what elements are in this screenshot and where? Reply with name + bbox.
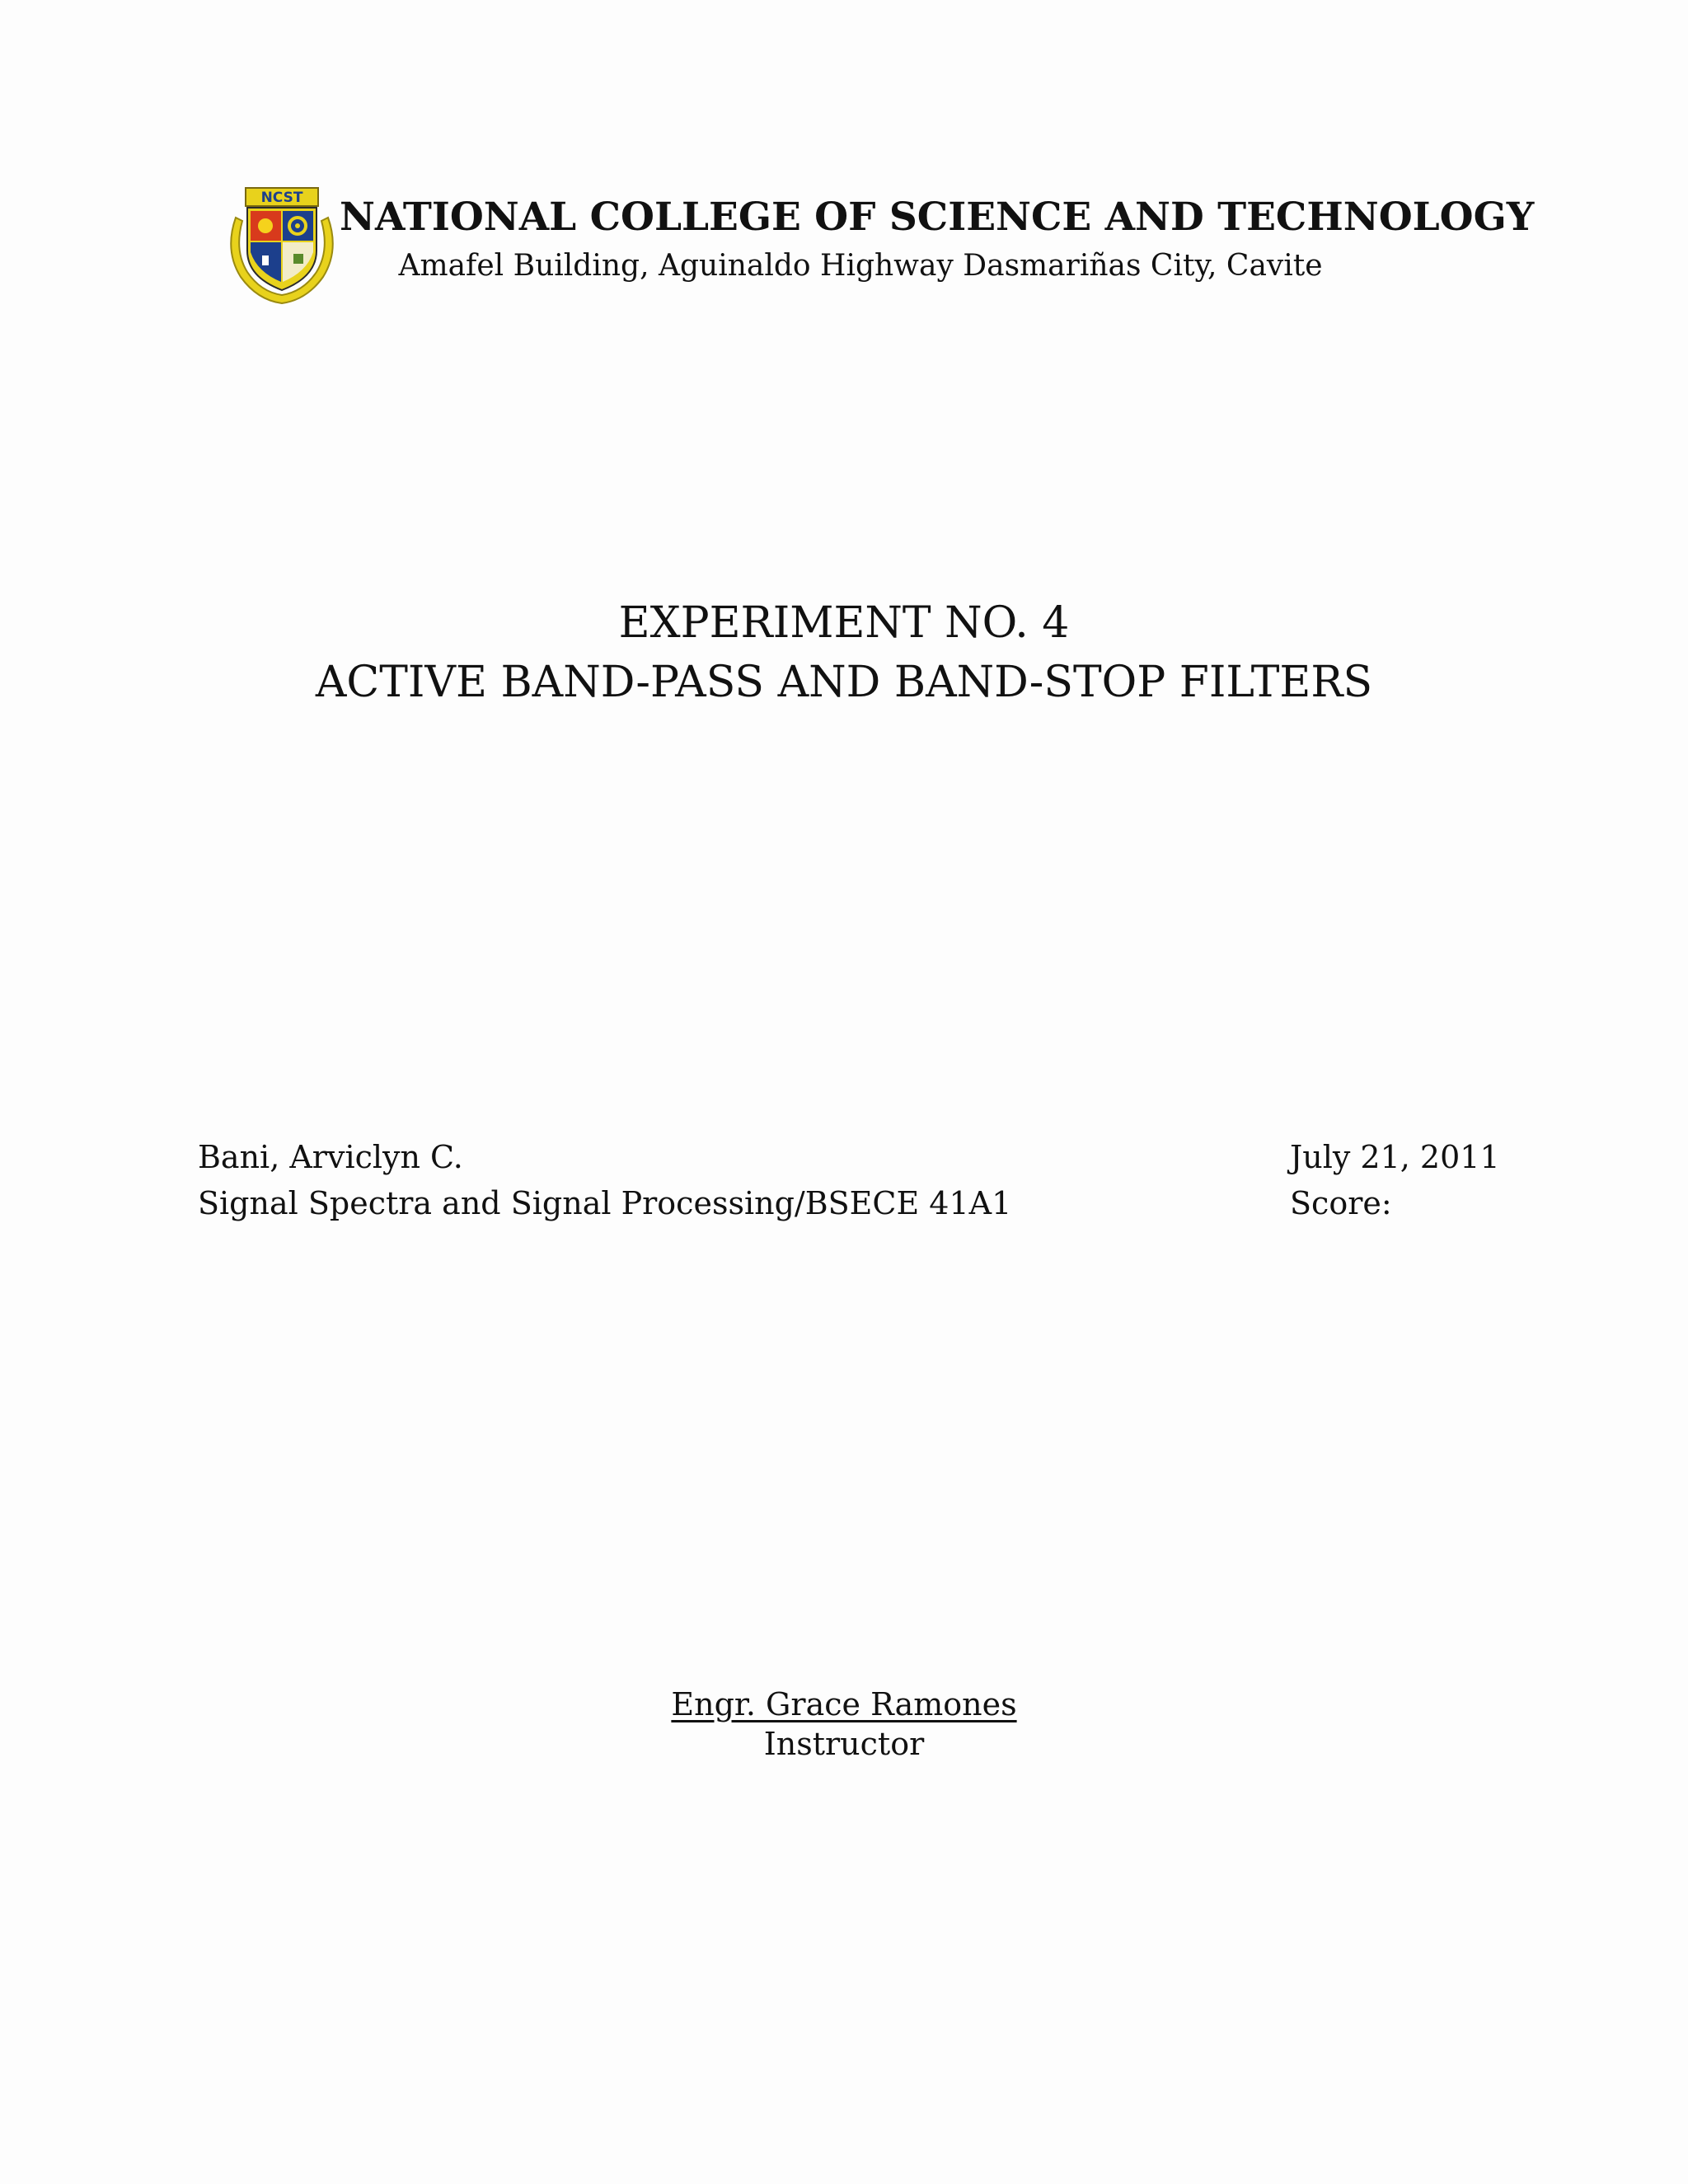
- score-label: Score:: [1290, 1185, 1392, 1221]
- submission-info: [1290, 1134, 1500, 1226]
- instructor-name: Engr. Grace Ramones: [671, 1686, 1017, 1722]
- course-section: Signal Spectra and Signal Processing/BSECE 41A1: [198, 1185, 1012, 1221]
- instructor-role: Instructor: [763, 1726, 925, 1762]
- experiment-name: ACTIVE BAND-PASS AND BAND-STOP FILTERS: [315, 658, 1373, 707]
- experiment-title: [0, 593, 1688, 712]
- student-name: Bani, Arviclyn C.: [198, 1139, 463, 1175]
- submission-date: July 21, 2011: [1290, 1139, 1500, 1175]
- ncst-logo: [224, 185, 340, 305]
- experiment-number: EXPERIMENT NO. 4: [618, 598, 1070, 648]
- institution-address: Amafel Building, Aguinaldo Highway Dasmariñas City, Cavite: [398, 249, 1323, 283]
- svg-text:NCST: NCST: [260, 190, 303, 206]
- instructor-block: [0, 1685, 1688, 1764]
- institution-name: NATIONAL COLLEGE OF SCIENCE AND TECHNOLOGY: [340, 194, 1535, 240]
- student-info: [198, 1134, 1011, 1226]
